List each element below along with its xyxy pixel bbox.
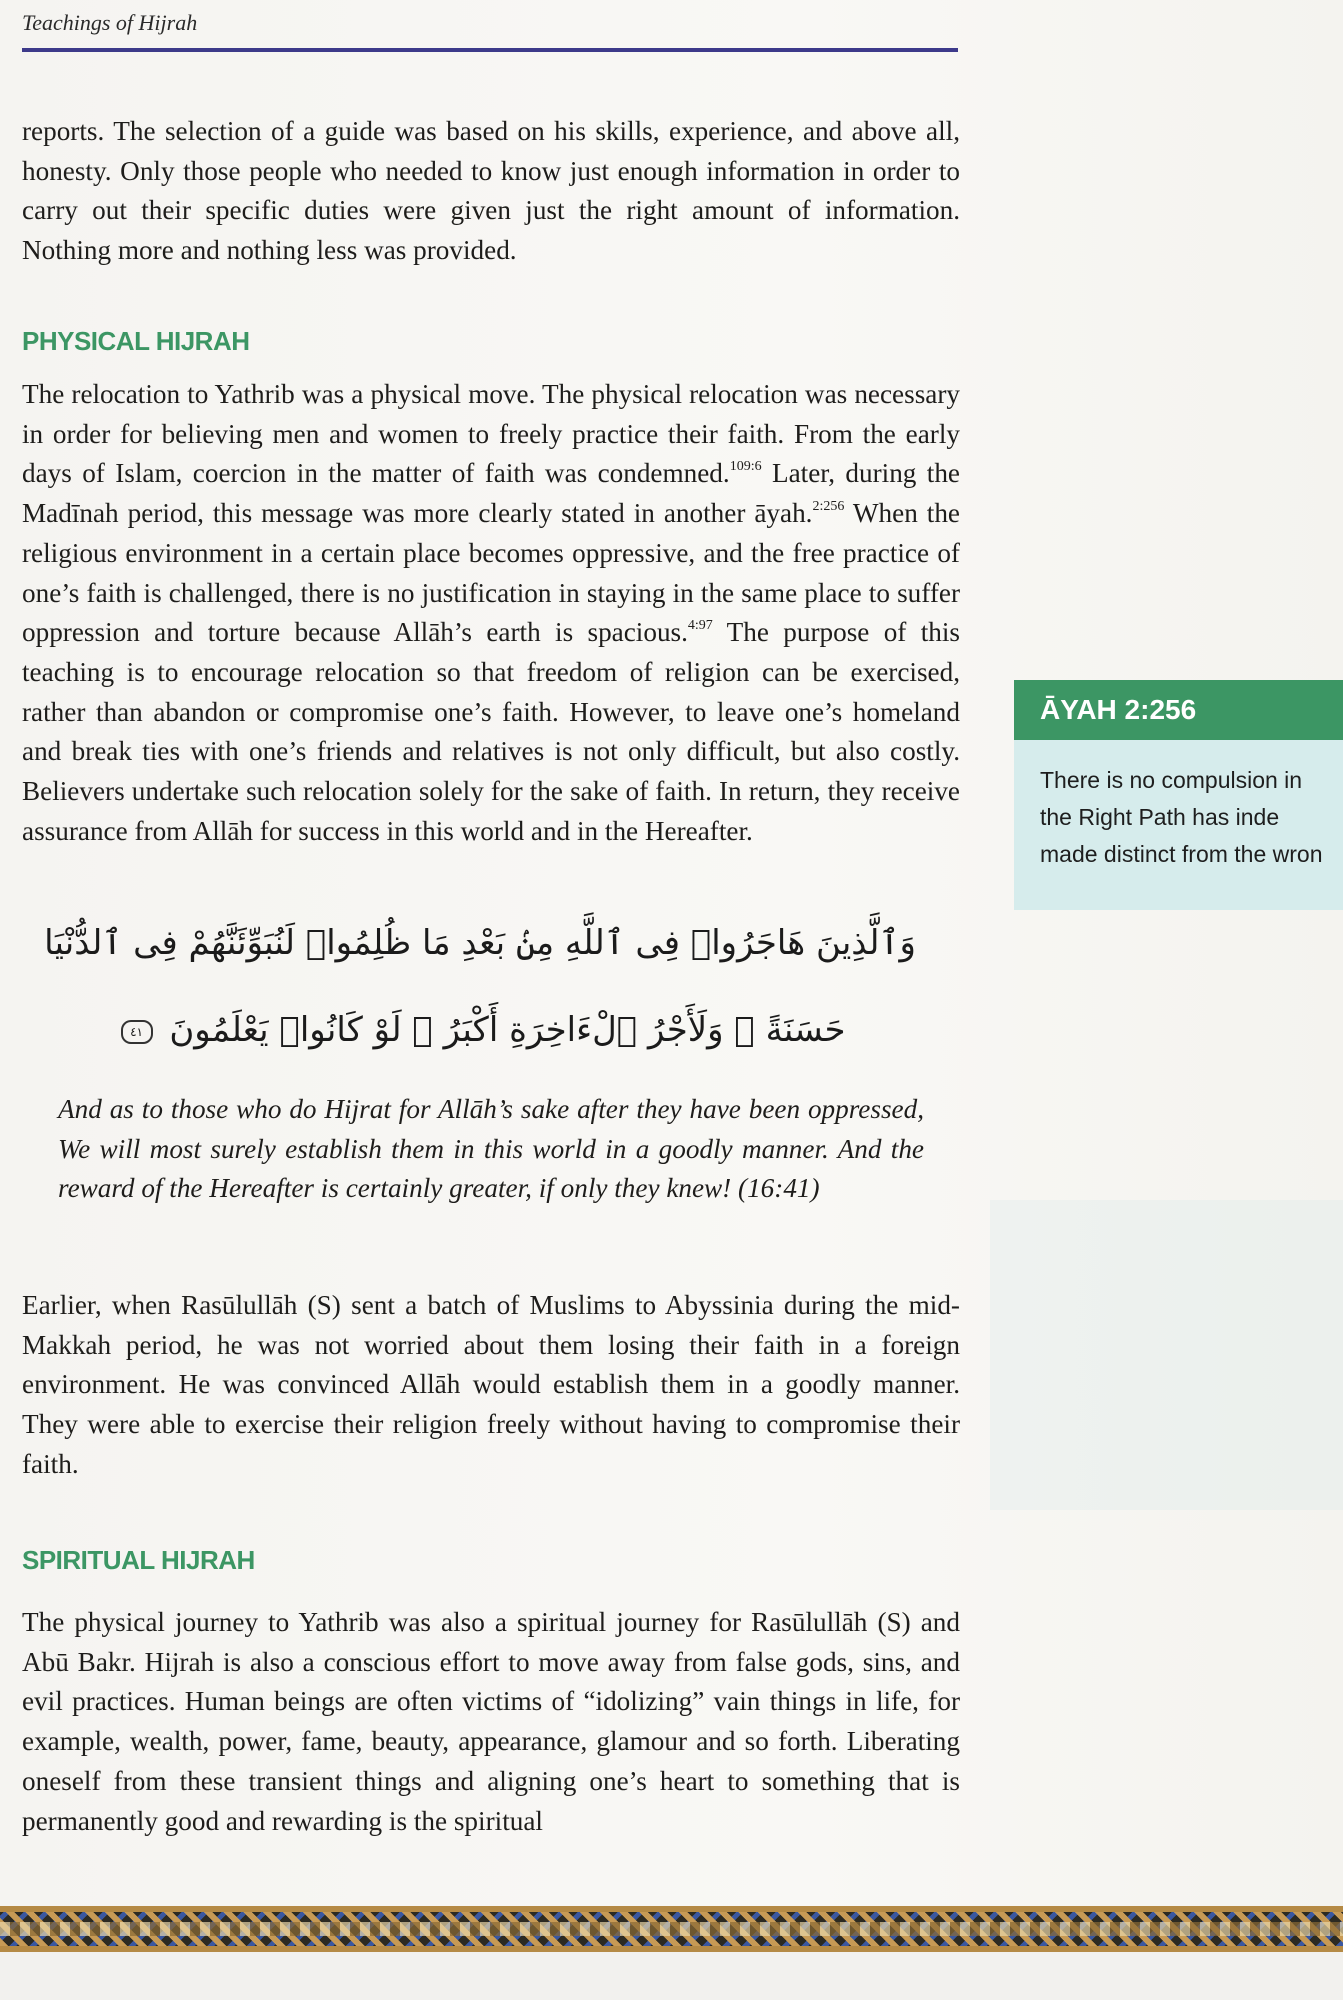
ayah-sidebar-title: ĀYAH 2:256 [1014,680,1343,740]
page-bottom-margin [0,1952,1343,2000]
arabic-verse-line-2 [40,1010,920,1050]
reference-2-256: 2:256 [812,499,845,515]
spiritual-hijrah-paragraph: The physical journey to Yathrib was also a spiritual journey for Rasūlullāh (S) and Abū Bakr. Hijrah is also a conscious effort to move away from false gods, sins, and evil practices. Human beings are often victims of “idolizing” vain things in life, for example, wealth, power, fame, beauty, appearance, glamour and so forth. Liberating oneself from these transient things and aligning one’s heart to something that is permanently good and rewarding is the spiritual [22,1607,960,1836]
physical-hijrah-paragraph [22,375,960,851]
running-header: Teachings of Hijrah [22,10,198,35]
verse-end-marker-icon [121,1020,153,1044]
header-rule [22,48,958,52]
bleed-through-box [990,1200,1343,1510]
reference-4-97: 4:97 [687,618,713,634]
sidebar-line-1: There is no compulsion in [1040,767,1303,793]
arabic-verse-text-2: حَسَنَةً ۖ وَلَأَجْرُ ٱلْءَاخِرَةِ أَكْبَرُ ۚ لَوْ كَانُوا۟ يَعْلَمُونَ [169,1010,846,1050]
spiritual-hijrah-heading: SPIRITUAL HIJRAH [22,1545,255,1575]
abyssinia-paragraph: Earlier, when Rasūlullāh (S) sent a batch of Muslims to Abyssinia during the mid-Makkah period, he was not worried about them losing their faith in a foreign environment. He was convinced Allāh would establish them in a goodly manner. They were able to exercise their religion freely without having to compromise their faith. [22,1290,960,1479]
ayah-sidebar-text [1040,762,1343,873]
physical-text-b: Later, during the Madīnah period, this message was more clearly stated in another āyah. [22,458,960,529]
verse-number: ٤١ [130,1024,143,1039]
arabic-verse-line-1: وَٱلَّذِينَ هَاجَرُوا۟ فِى ٱللَّهِ مِنۢ بَعْدِ مَا ظُلِمُوا۟ لَنُبَوِّئَنَّهُمْ فِى ٱلدُّنْيَا [44,923,916,963]
reference-109-6: 109:6 [729,459,762,475]
physical-text-a: The relocation to Yathrib was a physical move. The physical relocation was necessary in order for believing men and women to freely practice their faith. From the early days of Islam, coercion in the matter of faith was condemned. [22,379,960,489]
sidebar-line-2: the Right Path has inde [1040,804,1280,830]
intro-paragraph: reports. The selection of a guide was based on his skills, experience, and above all, honesty. Only those people who needed to know just enough information in order to carry out their specific duties were given just the right amount of information. Nothing more and nothing less was provided. [22,116,960,266]
sidebar-line-3: made distinct from the wron [1040,841,1323,867]
verse-translation: And as to those who do Hijrat for Allāh’s sake after they have been oppressed, We will most surely establish them in this world in a goodly manner. And the reward of the Hereafter is certainly greater, if only they knew! (16:41) [58,1094,924,1204]
physical-hijrah-heading: PHYSICAL HIJRAH [22,326,250,356]
decorative-border-pattern [0,1922,1343,1936]
physical-text-d: The purpose of this teaching is to encourage relocation so that freedom of religion can be exercised, rather than abandon or compromise one’s faith. However, to leave one’s homeland and break ties with one’s friends and relatives is not only difficult, but also costly. Believers undertake such relocation solely for the sake of faith. In return, they receive assurance from Allāh for success in this world and in the Hereafter. [22,617,960,846]
physical-text-c: When the religious environment in a certain place becomes oppressive, and the free practice of one’s faith is challenged, there is no justification in staying in the same place to suffer oppression and torture because Allāh’s earth is spacious. [22,498,960,648]
